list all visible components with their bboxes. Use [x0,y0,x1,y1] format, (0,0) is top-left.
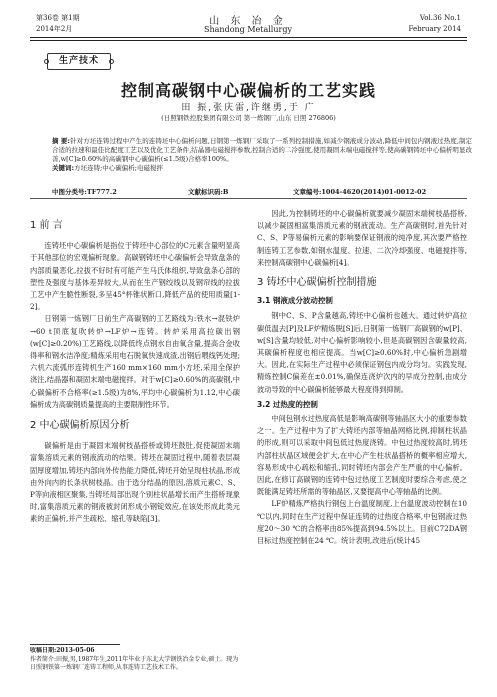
footnote-rule [30,644,120,645]
document-code-value: B [222,188,229,196]
document-code [188,187,228,196]
section-2-paragraph-2: 因此,为控制铸坯的中心碳偏析就要减少凝固末端树枝晶搭桥,以减少凝固相富集溶质元素的钢液流动。生产高碳钢时,首先针对C、S、P等易偏析元素的影响要保证钢液的纯净度,其次要严格控制连铸工艺参数,如钢水温度、拉速、二次冷却强度、电磁搅拌等,来控制高碳钢中心碳偏析[4]。 [257,209,467,267]
abstract-text: 针对方坯连铸过程中产生的连铸坯中心偏析问题,日钢第一炼钢厂采取了一系列控制措施,如减少钢液成分波动,降低中间包内钢液过热度,制定合适的拉速和最佳比配度工艺以及优化工艺条件,结晶器电磁搅拌参数,控制合适的二冷强度,使用凝固末端电磁搅拌等,使高碳钢铸坯中心偏析明显改善,w[C]≥0.60%的高碳钢中心碳偏析(≤1.5级)合格率100%。 [52,137,472,163]
right-column [257,208,467,688]
section-1-heading: 1 前 言 [30,220,63,231]
volume-issue-en: Vol.36 No.1 [419,14,461,22]
section-2-heading: 2 中心碳偏析原因分析 [30,420,130,432]
date-en: February 2014 [408,25,461,33]
section-1-paragraph-1: 连铸坯中心碳偏析是指位于铸坯中心部位的C元素含量明显高于其他部位的宏观偏析现象。高碳钢铸坯中心碳偏析会导致盘条的内部质量恶化,拉拔不好时有可能产生马氏体组织,导致盘条心部的塑性及强度与基体差异较大,从而在生产钢绞线以及钢帘线的拉拔工艺中产生脆性断裂,多呈45°杯锥状断口,降低产品的使用质量[1-2]。 [30,241,240,312]
abstract-divider [30,198,467,199]
section-3-2-heading: 3.2 过热度的控制 [257,399,318,409]
footnote [30,647,240,691]
clc-value: TF777.2 [86,188,117,196]
journal-name-cn: 山 东 冶 金 [209,16,287,27]
keywords: 方坯连铸;中心碳偏析;电磁搅拌 [74,164,163,172]
abstract-label: 摘 要: [52,137,71,145]
left-column [30,208,240,640]
header-rule [30,37,467,38]
document-code-label: 文献标识码: [188,188,223,196]
clc-label: 中图分类号: [52,188,87,196]
date-cn: 2014年2月 [36,25,73,33]
header-rule-thin [30,40,467,41]
authors: 田 振,张庆雷,许继勇,于 广 [181,103,316,113]
article-number-value: 1004-4620(2014)01-0012-02 [321,188,427,196]
received-date: 收稿日期:2013-05-06 [30,647,95,654]
section-3-2-paragraph-1: 中间包钢水过热度高低是影响高碳钢等轴晶区大小的重要参数之一。生产过程中为了扩大铸坯内部等轴晶网格比例,抑制柱状晶的形成,则可以采取中间包低过热度浇铸。中包过热度较高时,铸坯内部柱状晶区域便会扩大,在中心产生柱状晶搭桥的概率相应增大,容易形成中心疏松和缩孔,同时铸坯内部会产生严重的中心偏析。因此,在修订高碳钢的连铸中包过热度工艺制度时要综合考虑,使之既能满足铸坯所需的等轴晶区,又要提高中心等轴晶的比例。 [257,414,467,497]
section-3-2-paragraph-2: LF炉精炼严格执行钢包上台温度制度,上台温度波动控制在10 ℃以内,同时在生产过程中保证连铸的过热度合格率,中包钢液过热度20～30 ℃的合格率由85%提高到94.5%以上。目前C72DA钢目标过热度控制在24 ℃。统计表明,改进后(统计45 [257,499,467,546]
author-bio: 作者简介:田振,男,1987年生,2011年毕业于东北大学钢铁冶金专业,硕士。现为日照钢铁第一炼钢厂连铸工程师,从事连铸工艺技术工作。 [30,655,239,671]
section-3-1-heading: 3.1 钢液成分波动控制 [257,296,333,306]
volume-issue-cn: 第36卷 第1期 [36,14,80,22]
journal-name-en: Shandong Metallurgy [204,25,292,34]
section-2-paragraph-1: 碳偏析是由于凝固末端树枝晶搭桥或铸坯鼓肚,促使凝固末端富集溶质元素的钢液流动的结果。铸坯在凝固过程中,随着表层凝固厚度增加,铸坯内部向外传热能力降低,铸坯开始呈现柱状晶,形成由外向内的长条状树枝晶。由于选分结晶的原因,溶质元素C、S、P等向液相区聚集,当铸坯局部出现个别柱状晶增长而产生搭桥现象时,富集溶质元素的钢液被封闭形成小钢锭效应,在该处形成此类元素的正偏析,并产生疏松、缩孔等缺陷[3]。 [30,441,240,524]
affiliation: (日照钢铁控股集团有限公司 第一炼钢厂,山东 日照 276806) [161,114,336,122]
section-3-heading: 3 铸坯中心碳偏析控制措施 [257,277,377,289]
article-title: 控制高碳钢中心碳偏析的工艺实践 [120,81,376,100]
clc-number [52,187,117,196]
article-number-label: 文章编号: [293,188,322,196]
section-tag: 生产技术 [47,53,111,70]
section-3-1-paragraph: 钢中C、S、P含量越高,铸坯中心偏析也越大。通过转炉高拉碳低温去[P]及LF炉精炼脱[S]后,日钢第一炼钢厂高碳钢的w[P]、w[S]含量均较低,对中心偏析影响较小,但是高碳钢因含碳量较高,其碳偏析程度也相应提高。当w[C]≥0.60%时,中心偏析急剧增大。因此,在实际生产过程中必须保证钢包内成分均匀。实践发现,精炼控制C偏差在±0.01%,确保连浇炉次内的早成分控制,由成分波动导致的中心碳偏析能够最大程度得到抑制。 [257,311,467,394]
keywords-label: 关键词: [52,164,75,172]
abstract [52,137,472,173]
section-1-paragraph-2: 日钢第一炼钢厂日前生产高碳钢的工艺路线为:铁水→混铁炉→60 t顶底复吹转炉→LF炉→连铸。转炉采用高拉碳出钢(w[C]≥0.20%)工艺路线,以降低终点钢水自由氧含量,提高合金收得率和钢水洁净度;精炼采用电石脱氧快速成渣,出钢后喂线钙处理;六机六流弧形连铸机生产160 mm×160 mm小方坯,采用全保护浇注,结晶器和凝固末端电磁搅拌。对于w[C]≥0.60%的高碳钢,中心碳偏析不合格率(≥1.5级)为8%,平均中心碳偏析为1.12,中心碳偏析成为高碳钢质量提高的主要限制性环节。 [30,314,240,409]
article-number [293,187,426,196]
